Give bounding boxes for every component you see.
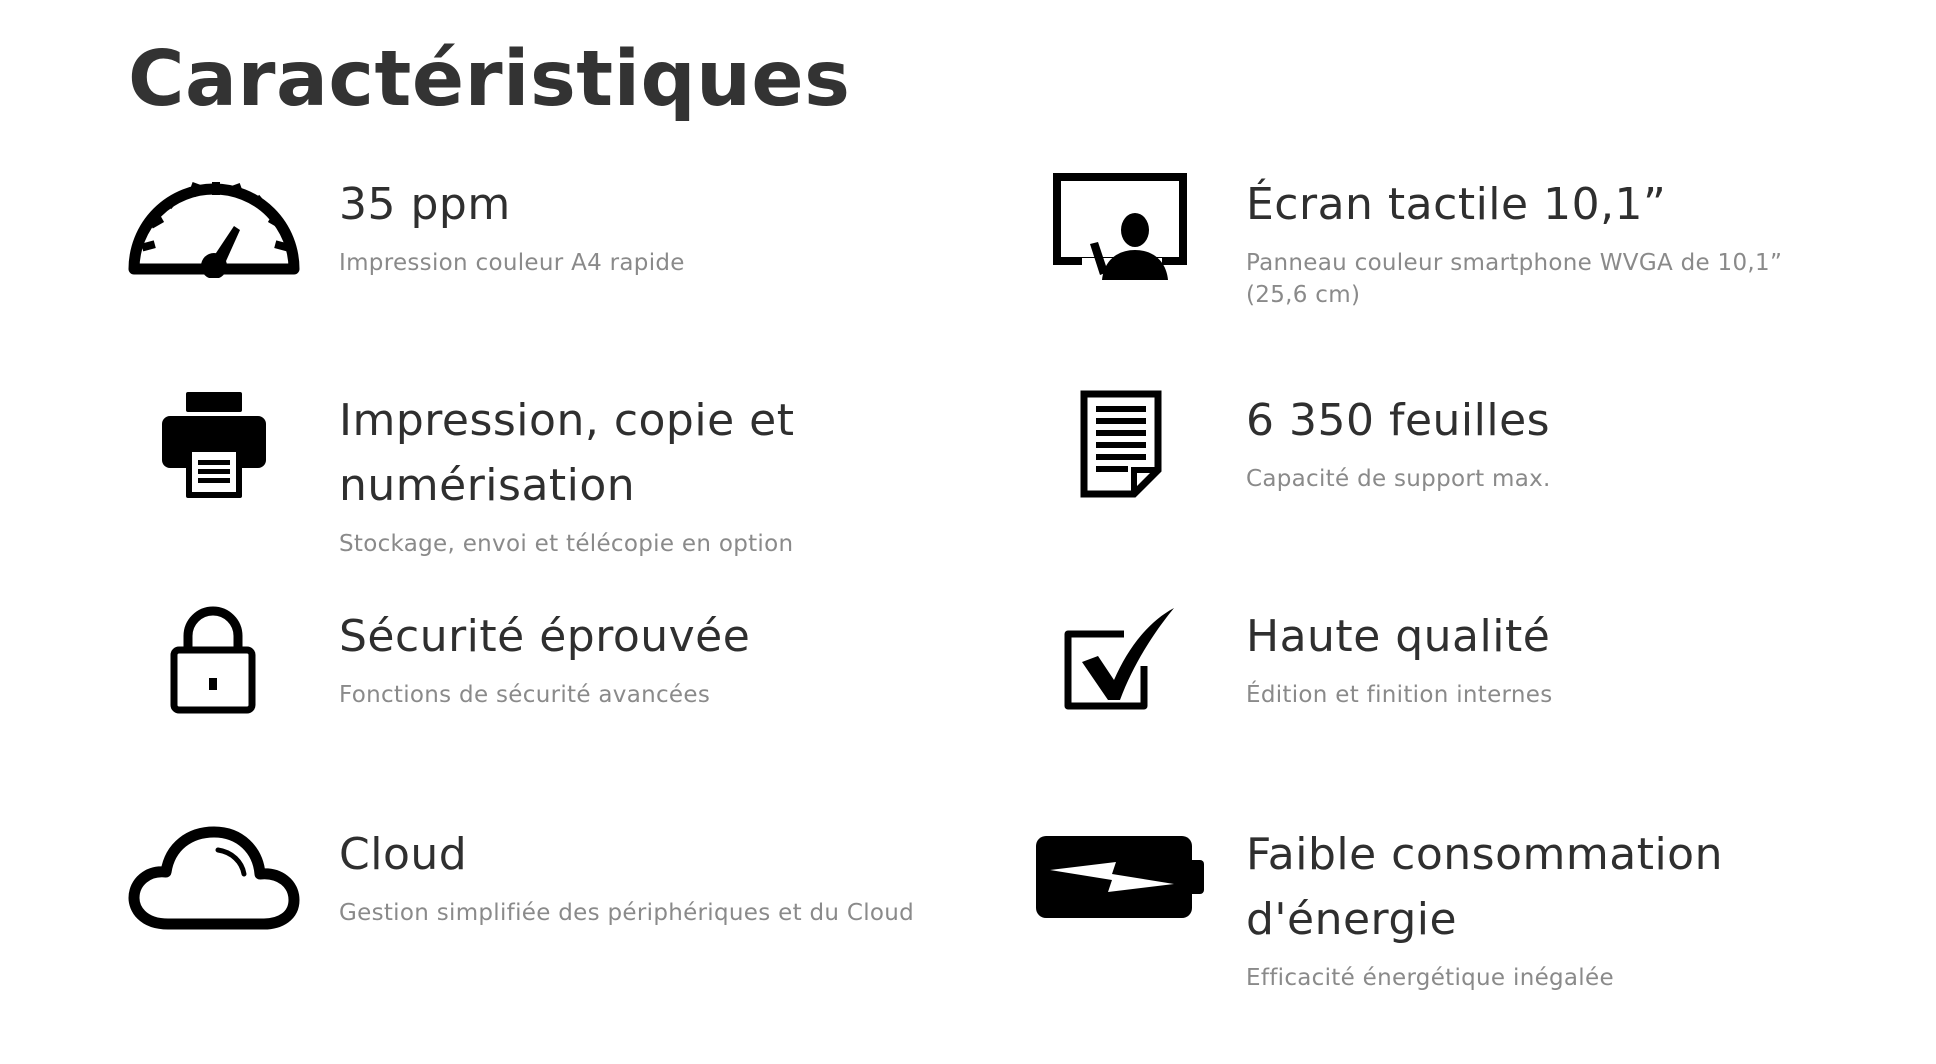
cloud-icon bbox=[128, 824, 300, 932]
touchscreen-icon bbox=[1052, 172, 1188, 282]
feature-description: Gestion simplifiée des périphériques et du Cloud bbox=[339, 900, 915, 926]
feature-title: 6 350 feuilles bbox=[1246, 395, 1551, 446]
speedometer-icon bbox=[128, 174, 300, 278]
feature-title: Haute qualité bbox=[1246, 611, 1551, 662]
feature-description: Capacité de support max. bbox=[1246, 466, 1551, 492]
battery-icon bbox=[1034, 834, 1206, 920]
feature-description: Fonctions de sécurité avancées bbox=[339, 682, 711, 708]
checkbox-icon bbox=[1064, 606, 1176, 714]
printer-icon bbox=[160, 390, 268, 498]
feature-description: Stockage, envoi et télécopie en option bbox=[339, 531, 794, 557]
feature-title: Cloud bbox=[339, 829, 468, 880]
feature-title: Sécurité éprouvée bbox=[339, 611, 751, 662]
feature-description: Efficacité énergétique inégalée bbox=[1246, 965, 1614, 991]
feature-title: Écran tactile 10,1” bbox=[1246, 179, 1667, 230]
page-title: Caractéristiques bbox=[128, 35, 851, 124]
feature-title: Impression, copie et numérisation bbox=[339, 395, 795, 511]
feature-description: Impression couleur A4 rapide bbox=[339, 250, 685, 276]
feature-title: Faible consommation d'énergie bbox=[1246, 829, 1723, 945]
feature-description: Panneau couleur smartphone WVGA de 10,1” (25,6 cm) bbox=[1246, 250, 1783, 308]
lock-icon bbox=[170, 606, 256, 714]
feature-title: 35 ppm bbox=[339, 179, 511, 230]
feature-description: Édition et finition internes bbox=[1246, 682, 1553, 708]
paper-stack-icon bbox=[1080, 390, 1162, 498]
